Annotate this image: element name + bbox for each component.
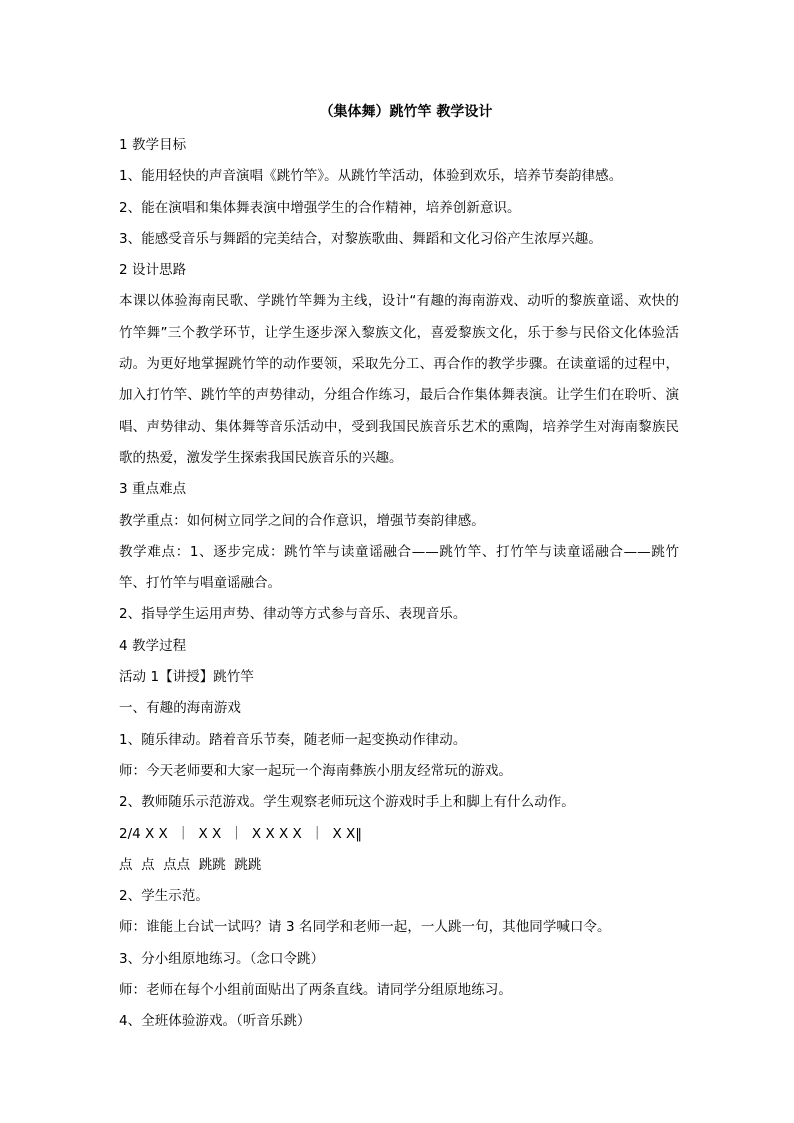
section-heading-objectives: 1 教学目标	[119, 137, 187, 153]
section-heading-design: 2 设计思路	[119, 262, 187, 279]
difficult-point-2: 2、指导学生运用声势、律动等方式参与音乐、表现音乐。	[119, 606, 467, 623]
teacher-line-2: 师：谁能上台试一试吗？请 3 名同学和老师一起，一人跳一句，其他同学喊口令。	[119, 919, 611, 936]
document-page	[119, 100, 679, 1038]
teacher-line-3: 师：老师在每个小组前面贴出了两条直线。请同学分组原地练习。	[119, 982, 512, 999]
rhythm-words: 点 点 点点 跳跳 跳跳	[119, 856, 262, 873]
objective-1: 1、能用轻快的声音演唱《跳竹竿》。从跳竹竿活动，体验到欢乐，培养节奏韵律感。	[119, 168, 623, 185]
design-paragraph: 本课以体验海南民歌、学跳竹竿舞为主线，设计“有趣的海南游戏、动听的黎族童谣、欢快的竹竿舞”三个教学环节，让学生逐步深入黎族文化，喜爱黎族文化，乐于参与民俗文化体验活动。为更好地掌握跳竹竿的动作要领，采取先分工、再合作的教学步骤。在读童谣的过程中，加入打竹竿、跳竹竿的声势律动，分组合作练习，最后合作集体舞表演。让学生们在聆听、演唱、声势律动、集体舞等音乐活动中，受到我国民族音乐艺术的熏陶，培养学生对海南黎族民歌的热爱，激发学生探索我国民族音乐的兴趣。	[119, 293, 679, 466]
step-2b: 2、学生示范。	[119, 888, 209, 905]
section-heading-process: 4 教学过程	[119, 637, 187, 654]
document-title: （集体舞）跳竹竿 教学设计	[319, 104, 493, 120]
teacher-line-1: 师：今天老师要和大家一起玩一个海南彝族小朋友经常玩的游戏。	[119, 762, 512, 779]
activity-heading: 活动 1【讲授】跳竹竿	[119, 669, 254, 686]
step-4: 4、全班体验游戏。（听音乐跳）	[119, 1013, 311, 1030]
step-2: 2、教师随乐示范游戏。学生观察老师玩这个游戏时手上和脚上有什么动作。	[119, 794, 575, 811]
section-heading-key-points: 3 重点难点	[119, 481, 187, 498]
objective-3: 3、能感受音乐与舞蹈的完美结合，对黎族歌曲、舞蹈和文化习俗产生浓厚兴趣。	[119, 230, 602, 247]
step-1: 1、随乐律动。踏着音乐节奏，随老师一起变换动作律动。	[119, 731, 467, 748]
rhythm-notation: 2/4 X X ｜ X X ｜ X X X X ｜ X X‖	[119, 825, 362, 842]
objective-2: 2、能在演唱和集体舞表演中增强学生的合作精神，培养创新意识。	[119, 199, 521, 216]
step-heading-game: 一、有趣的海南游戏	[119, 700, 241, 717]
key-point: 教学重点：如何树立同学之间的合作意识，增强节奏韵律感。	[119, 512, 485, 529]
difficult-point-1: 教学难点：1、逐步完成：跳竹竿与读童谣融合——跳竹竿、打竹竿与读童谣融合——跳竹竿、打竹竿与唱童谣融合。	[119, 543, 679, 592]
step-3: 3、分小组原地练习。（念口令跳）	[119, 950, 325, 967]
